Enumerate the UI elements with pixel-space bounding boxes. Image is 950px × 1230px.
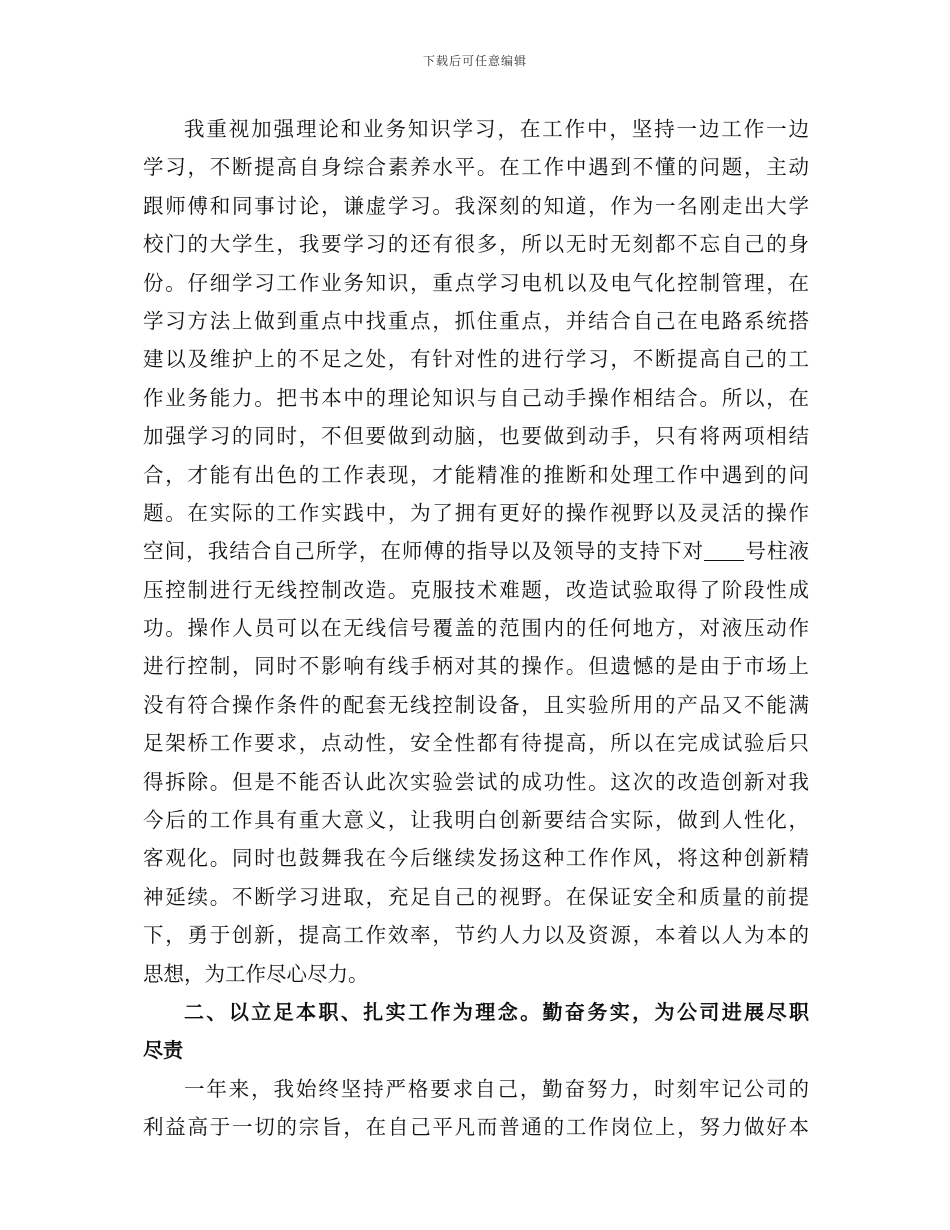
heading-line: 二、以立足本职、扎实工作为理念。勤奋务实，为公司进展尽职 xyxy=(184,999,809,1024)
text-line: 客观化。同时也鼓舞我在今后继续发扬这种工作作风，将这种创新精 xyxy=(143,846,809,871)
text-line: 跟师傅和同事讨论，谦虚学习。我深刻的知道，作为一名刚走出大学 xyxy=(143,193,809,218)
fill-in-blank xyxy=(704,540,744,561)
text-line: 合，才能有出色的工作表现，才能精准的推断和处理工作中遇到的问 xyxy=(143,462,809,487)
text-line: 一年来，我始终坚持严格要求自己，勤奋努力，时刻牢记公司的 xyxy=(184,1076,809,1101)
text-line: 建以及维护上的不足之处，有针对性的进行学习，不断提高自己的工 xyxy=(143,347,809,372)
text-line: 份。仔细学习工作业务知识，重点学习电机以及电气化控制管理，在 xyxy=(143,270,809,295)
text-line-with-blank xyxy=(143,532,809,570)
text-line: 没有符合操作条件的配套无线控制设备，且实验所用的产品又不能满 xyxy=(143,692,809,717)
document-body xyxy=(143,110,809,1147)
text-line: 利益高于一切的宗旨，在自己平凡而普通的工作岗位上，努力做好本 xyxy=(143,1115,809,1140)
paragraph-1 xyxy=(143,110,809,993)
text-line: 题。在实际的工作实践中，为了拥有更好的操作视野以及灵活的操作 xyxy=(143,500,809,525)
page-header: 下载后可任意编辑 xyxy=(422,54,527,68)
heading-line: 尽责 xyxy=(143,1038,183,1063)
text-line: 作业务能力。把书本中的理论知识与自己动手操作相结合。所以，在 xyxy=(143,385,809,410)
text-line: 进行控制，同时不影响有线手柄对其的操作。但遗憾的是由于市场上 xyxy=(143,654,809,679)
text-line: 下，勇于创新，提高工作效率，节约人力以及资源，本着以人为本的 xyxy=(143,923,809,948)
text-segment: 空间，我结合自己所学，在师傅的指导以及领导的支持下对 xyxy=(143,539,705,564)
text-line: 加强学习的同时，不但要做到动脑，也要做到动手，只有将两项相结 xyxy=(143,424,809,449)
text-line: 校门的大学生，我要学习的还有很多，所以无时无刻都不忘自己的身 xyxy=(143,232,809,257)
text-segment: 号柱液 xyxy=(744,539,810,564)
paragraph-2 xyxy=(143,1070,809,1147)
text-line: 压控制进行无线控制改造。克服技术难题，改造试验取得了阶段性成 xyxy=(143,577,809,602)
text-line: 得拆除。但是不能否认此次实验尝试的成功性。这次的改造创新对我 xyxy=(143,769,809,794)
text-line: 今后的工作具有重大意义，让我明白创新要结合实际，做到人性化， xyxy=(143,808,809,833)
section-heading xyxy=(143,993,809,1070)
text-line: 我重视加强理论和业务知识学习，在工作中，坚持一边工作一边 xyxy=(184,117,809,141)
text-line: 神延续。不断学习进取，充足自己的视野。在保证安全和质量的前提 xyxy=(143,884,809,909)
text-line: 学习，不断提高自身综合素养水平。在工作中遇到不懂的问题，主动 xyxy=(143,155,809,180)
text-line: 足架桥工作要求，点动性，安全性都有待提高，所以在完成试验后只 xyxy=(143,731,809,756)
text-line: 功。操作人员可以在无线信号覆盖的范围内的任何地方，对液压动作 xyxy=(143,616,809,641)
text-line: 学习方法上做到重点中找重点，抓住重点，并结合自己在电路系统搭 xyxy=(143,308,809,333)
text-line: 思想，为工作尽心尽力。 xyxy=(143,961,369,986)
